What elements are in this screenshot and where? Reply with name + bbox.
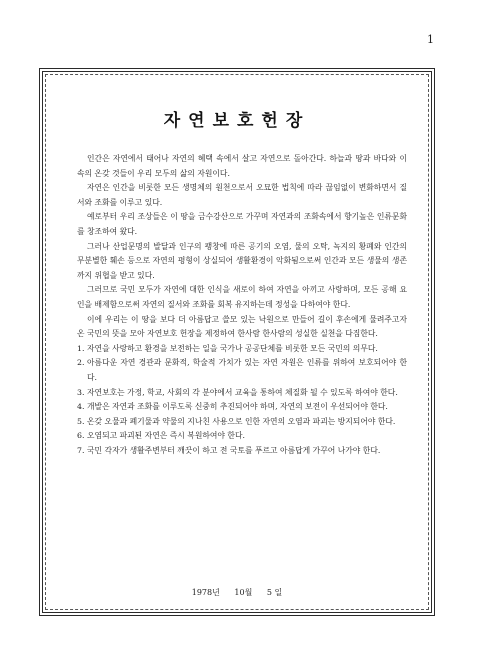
article-3 [77,386,407,401]
preamble-paragraph-3: 예로부터 우리 조상들은 이 땅을 금수강산으로 가꾸며 자연과의 조화속에서 향기높은 인류문화를 창조하여 왔다. [77,212,407,236]
article-text: 자연보호는 가정, 학교, 사회의 각 분야에서 교육을 통하여 체질화 될 수 있도록 하여야 한다. [87,387,398,397]
date-month: 10월 [234,588,253,597]
article-number: 1. [77,343,85,353]
charter-frame [39,68,435,616]
article-7 [77,444,407,459]
article-number: 5. [77,416,85,426]
charter-title: 자연보호헌장 [163,111,311,131]
article-text: 아름다운 자연 경관과 문화적, 학술적 가치가 있는 자연 자원은 인류를 위하여 보호되어야 한다. [87,358,407,382]
preamble-paragraph-1: 인간은 자연에서 태어나 자연의 혜택 속에서 살고 자연으로 돌아간다. 하늘과 땅과 바다와 이 속의 온갖 것들이 우리 모두의 삶의 자원이다. [77,154,407,178]
article-text: 개발은 자연과 조화를 이루도록 신중히 추진되어야 하며, 자연의 보전이 우선되어야 한다. [87,402,388,412]
charter-body [77,152,407,458]
article-text: 온갖 오물과 폐기물과 약물의 지나친 사용으로 인한 자연의 오염과 파괴는 방지되어야 한다. [87,416,396,426]
article-number: 2. [77,358,85,368]
date-day: 5 일 [266,588,283,597]
article-text: 자연을 사랑하고 환경을 보전하는 일을 국가나 공공단체를 비롯한 모든 국민의 의무다. [87,343,378,353]
article-5 [77,415,407,430]
article-4 [77,400,407,415]
article-2 [77,356,407,385]
article-6 [77,429,407,444]
article-text: 국민 각자가 생활주변부터 깨끗이 하고 전 국토를 푸르고 아름답게 가꾸어 나가야 한다. [87,445,381,455]
article-list [77,342,407,459]
date-year: 1978년 [191,588,220,597]
article-number: 7. [77,445,85,455]
article-number: 3. [77,387,85,397]
preamble-paragraph-4: 그러나 산업문명의 발달과 인구의 팽창에 따른 공기의 오염, 물의 오탁, 녹지의 황폐와 인간의 무분별한 훼손 등으로 자연의 평형이 상실되어 생활환경이 악화됨으로써 인간과 모든 생물의 생존까지 위협을 받고 있다. [77,241,407,280]
article-1 [77,342,407,357]
article-number: 6. [77,431,85,441]
article-number: 4. [77,402,85,412]
proclamation-date [43,587,431,598]
page-number: 1 [427,33,434,46]
preamble-paragraph-6: 이에 우리는 이 땅을 보다 더 아름답고 쓸모 있는 낙원으로 만들어 길이 후손에게 물려주고자 온 국민의 뜻을 모아 자연보호 헌장을 제정하여 한사람 한사람의 성실한 실천을 다짐한다. [77,314,407,339]
preamble-paragraph-2: 자연은 인간을 비롯한 모든 생명체의 원천으로서 오묘한 법칙에 따라 끊임없이 변화하면서 질서와 조화를 이루고 있다. [77,183,407,207]
article-text: 오염되고 파괴된 자연은 즉시 복원하여야 한다. [87,431,245,441]
preamble-paragraph-5: 그러므로 국민 모두가 자연에 대한 인식을 새로이 하여 자연을 아끼고 사랑하며, 모든 공해 요인을 배제함으로써 자연의 질서와 조화를 회복 유지하는데 정성을 다하여야 한다. [77,285,407,309]
